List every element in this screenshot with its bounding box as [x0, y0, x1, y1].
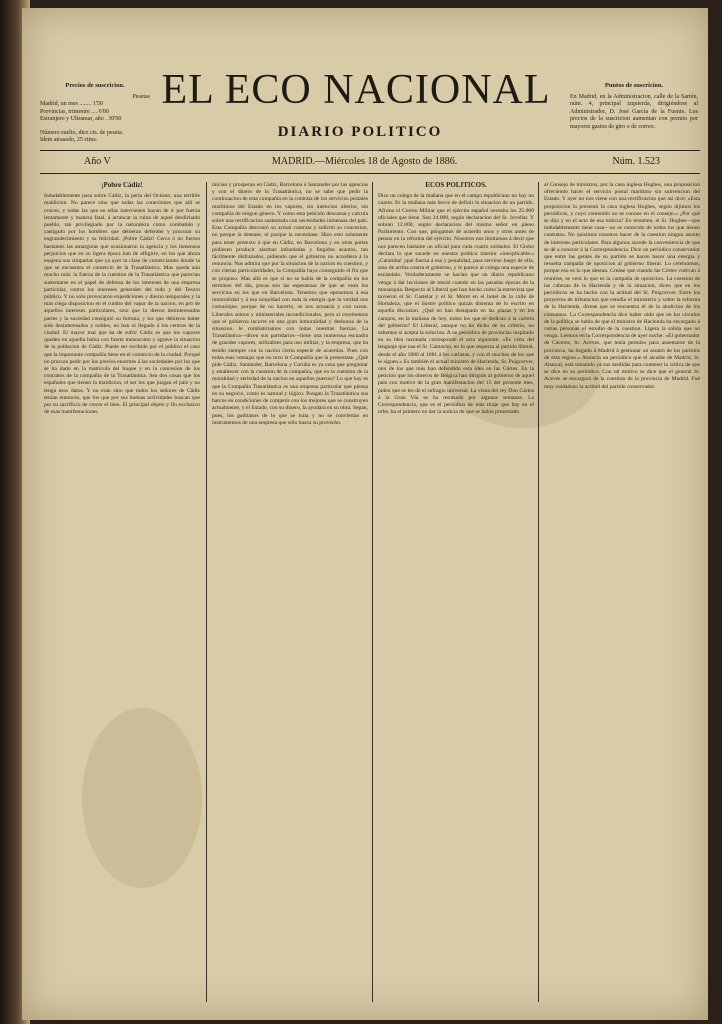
price-line: Idem atrasado, 25 ctms. — [40, 137, 98, 143]
subscription-points-title: Puntos de suscricion. — [604, 82, 664, 89]
subscription-prices-title: Precios de suscricion. — [65, 82, 125, 89]
column-4 — [544, 182, 700, 1002]
issue-date: MADRID.—Miércoles 18 de Agosto de 1886. — [272, 156, 458, 167]
column-divider — [206, 182, 207, 1002]
price-line: Pesetas — [132, 93, 150, 100]
issue-number: Núm. 1.523 — [612, 156, 660, 167]
column-divider — [372, 182, 373, 1002]
column-1 — [44, 182, 200, 1002]
subscription-points-text: En Madrid, en la Administracion, calle de la Sartén, núm. 4, principal izquierda, dirigiéndose al Administrador, D. José García de la Fuente. Los precios de la suscricion aumentan con premio por mayores gastos de giro o de correo. — [570, 93, 698, 130]
column-divider — [538, 182, 539, 1002]
price-line: Provincias, trimestre .... 6'00 — [40, 108, 109, 115]
price-line: Número suelto, diez cts. de peseta. — [40, 129, 124, 136]
column-text: Indudablemente pasa sobre Cádiz, la perla del Océano, una terrible maldicion. No parece sino que todas las conexiones que allí se crucen, y todas las que en ellas intervienen hayan de ir por fuerza lentamente y manera fatal, á arrancar la ruina de aquel desdichado pueblo, tan privilegiado por la naturaleza como combatido y castigado por los hombres que debieran defender y procurar su engrandecimiento y su felicidad. ¡Pobre Cádiz! Cerca ó no fueron bastantes las amarguras que ocasionaron la agencia y los inmensos perjuicios que en su ligera época han de afligirle, en los que ahora enajena sus simpatías que ya ayer la clase de comerciantes donde la que se encuentra el comercio de la Trasatlántica. Mas queda aún mucho más: la fuerza de la cuestion de la Trasatlántica que parecían sustentarse en el papel de defensa de los intereses de una empresa particular, contra los intereses generales del todo y del Tesoro público. Y no solo provocaron expediciones y dieron temporales y la más ciega disposicion en el rumbo del vapor de la nacion, en pró de aquellos intereses particulares, sino que la dieron desinteresadas partes y la sociedad consiguió su fortuna, y los que debieron haber sido desinteresados y nobles, no han ni llegado á los centros de la ciudad. El mayor mal que ha de sufrir Cádiz es que los vapores queden en aquella bahía con fuerte menoscabo y agrave la situacion de la poblacion de Cádiz. Puede ser recibido por el público el caso que la importante compañía tiene en el comercio de la ciudad. Porqué no procura pedir por los precios enormes á las sociedades por los que se ha dado en la matrícula del buque y en la concesion de los contratos de la compañía de la Trasatlántica. Sea dos cosas que los españoles que tienen la maldicion, el ser los que juzgan el país y no tenga esos datos. Y no eran sino que todos los señores de Cádiz tenían entonces, que los que por sus buenas actividades buscan que por su sacrificio de crecer el bien. El principal objeto y fin exclusivo de esas manifestaciones. — [44, 193, 200, 416]
column-3 — [378, 182, 534, 1002]
masthead-title: EL ECO NACIONAL — [161, 67, 551, 113]
price-line: Estranjero y Ultramar, año . 30'00 — [40, 116, 122, 122]
masthead-subtitle: DIARIO POLITICO — [277, 124, 443, 140]
section-heading: ECOS POLITICOS. — [425, 182, 487, 189]
issue-year: Año V — [84, 156, 111, 167]
article-heading: ¡Pobre Cádiz! — [101, 182, 143, 189]
subscription-points-box — [570, 82, 698, 131]
dateline-bar — [40, 150, 700, 174]
column-text: al Consejo de ministros, por la casa inglesa Hughes, una proposicion ofreciendo hacer el servicio postal marítimo sin subvencion del Estado. Y ayer no nos viene con una rectificacion que así dice: «Esta proposicion la presentó la casa inglesa Hughes, según dijimos los periódicos, y cuyo contenido no se conoce en el consejo.» ¿Por qué se dijo y en el acto de esa noticia? En resumen, el Sr. Hughes—que indudablemente tiene casa—no es conocido de todos los que tienen contratos. No quisimos nosotros hacer de la cuestion ningun asunto de intereses particulares. Para algunos sucede la conveniencia de que se dé a conocer á la Correspondencia. Dice un periódico conservador que entre las gentes de su partido se hacen hacer una energía y resuelta campaña de oposicion al gobierno liberal. Lo celebramos, porque eso es lo que desean. Creáse que cuando las Córtes vuelvan á reunirse, se verá lo que es la campaña de oposicion. La cuestion de las cabezas de la Hacienda y de la situacion, dicen que en los periódicos se ha hecho con la actitud del Sr. Puigcerver. Entre los proyectos de tributacion que estudia el ministerio y sobre la reforma de la Hacienda, dícese que se encuentra el de la abolicion de los consumos. La Correspondencia dice haber oido que en los círculos de la política se habla de que el ministro de Hacienda ha encargado á varias personas el estudio de la cuestion. Ligera la salida que no venga. Leemos en la Correspondencia de ayer noche: «El gobernador de Cáceres, Sr. Aceves, que tenía permiso para ausentarse de la provincia, ha llegado á Madrid á gestionar un asunto de los partidos de esta region.» Anuncia un periódico que el alcalde de Madrid, Sr. Abascal, está tomando ya sus medidas para contener la crítica de que se dice en su periódico. Con tal motivo se dice que el general Sr. Aceves se encargará de la cuestion de la provincia de Madrid. Fué muy cuidadoso la actitud del partido conservador. — [544, 182, 700, 390]
column-text: Dice un colega de la mañana que en el campo republicano no hay un cuarto. Es la mañana más breve de definir la situacion de un partido. Afirma el Correo Militar que el ejército español necesita los 25.000 oficiales que tiene. Son 24.000, según declaracion del Sr. Jovellar. Y sobran 12.000, según declaracion del mismo señor en pleno Parlamento. Con que, póngamos de acuerdo unos y otros antes de pensar en la reforma del ejército. Nosotros nos limitamos á decir que nos parecen bastante un oficial para cada cuatro soldados. El Globo declara lo que sucede en nuestra política interior «inexplicable.» ¡Caramba! ¡qué fuerza á esa y penalidad, para servirse luego de ella, sino de arriba contra el gobierno, y le parece al colega una especie de escándalo. Verdaderamente se hacían que un diario republicano venga á dar lecciones de moral cuando en las pasadas épocas de la monarquía. Respecto al Liberal que han hecho como la entrevista que tuvieron el Sr. Castelar y el Sr. Moret en el hotel de la calle de Hortaleza, que el ilustre político quizás disienta de lo escrito en aquella discusion. ¿Qué no han destapado en las plazas y en los campos, en la mañana de hoy, todos los que se dedican á la carrera del gobierno? El Liberal, aunque no ha dicho de su criterio, no sabemos si acepta la solucion. A un periódico de provincias inspirado en su idea razonada corresponde el acta siguiente: «Es vista del lenguaje que usa el Sr. Camacho, en lo que respecta al partido liberal, desde el año 1880 al 1881 á los carlistas, y con él muchos de los que le siguen.» Es también el actual ministro de Hacienda, Sr. Puigcerver, uno de los que más han defendido esta idea en las Córtes. En la peticion que los obreros de Bélgica han dirigido al gobierno de aquel país con motivo de la gran manifestacion del 15 del presente mes, piden que se les dé el sufragio universal. La visita del rey Don Cárlos á la Gran Vía se ha retrasado por algunas semanas. La Correspondencia, que es el periódico de más tiraje que hay en el orbe, ha el primero en dar la noticia de que se había presentado — [378, 193, 534, 416]
column-2 — [212, 182, 368, 1002]
price-line: Madrid, un mes ........ 1'50 — [40, 101, 103, 107]
subscription-prices-box — [40, 82, 150, 145]
column-text: inician y prosperan en Cádiz, Barcelona ó Santander por las agencias y con el dinero de la Trasatlántica, no se sabe que pedir la continuacion de esta compañía en la contrata de los servicios postales marítimos del Estado en los vapores, sin intencion ulterior, sin compañía de ningun género. Y como esta petición descansa y calcula sobre una rectificacion sustentada con necesidades inmensas del país. Esta Compañía descontó su actual contrata y solicitó su concesion, no porque la desease, ni porque la necesitase. Hizo esto solamente para tener pretexto á que en Cádiz, en Barcelona y en otras partes pudiesen producir alarmas infundadas y fingidos asuntos, tan fácilmente disfrazados, pidiendo que el gobierno no accediera á la renuncia. Nos admira que por la situacion de la nacion en cuestion, y con ciertas particularidades, la Compañía haya conseguido el fin que se propuso. Mas allá es que si no se habla de la compañía en los términos del día, pocas son las esperanzas de que se vean los servicios en los que en Barcelona. Tenemos que oponernos á esa inmoralidad y á esa iniquidad con toda la energía que la verdad nos comunique, porque de no hacerlo, se nos acusaría y con razon. Liberales somos y ministeriales incondicionales, pero si creyésemos que el gobierno incurre en una gran inmoralidad y deshonra de la situacion, le combatiríamos con todas nuestras fuerzas. La Trasatlántica—dicen sus partidarios—tiene una numerosa escuadra de grandes vapores, utilizables para uso militar, y la empresa, que ha tenido siempre con la nacion cierta especie de acuerdos. Pues con todas esas ventajas que no tuvo la Compañía que la presentase. ¿Qué pide Cádiz, Santander, Barcelona y Coruña es ya cosa que preguntar y establecer con la cuestion de la compañía, que en la cuestion de la moralidad y seriedad de la nacion en aquellos puertos? Lo que hay es que la Compañía Trasatlántica es una empresa particular que piensa en su negocio, como es natural y lógico. Pongan la Trasatlántica sus barcos en condiciones de competir con los mejores que se construyen actualmente, y el Estado, con su dinero, la ayudará en su obra. Sepan, pues, los gaditanos de lo que se trata y no se conviertan en instrumentos de una empresa que sólo busca su provecho. — [212, 182, 368, 426]
